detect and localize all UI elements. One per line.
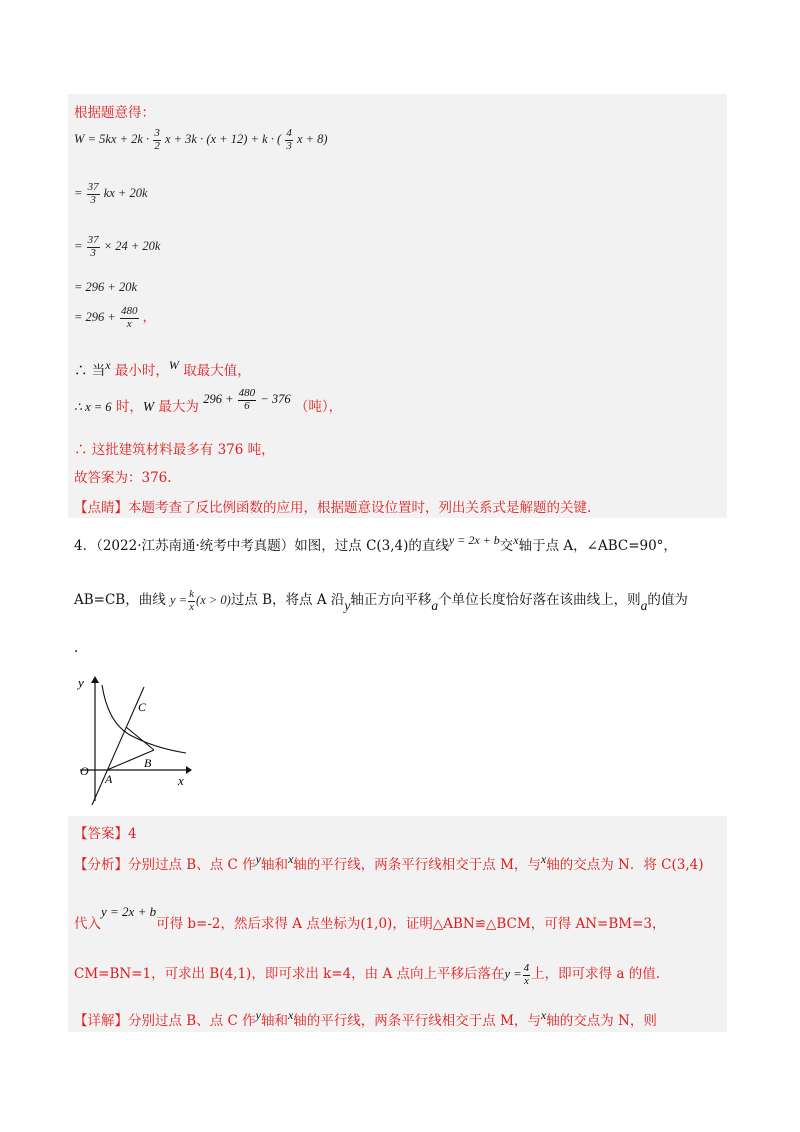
question-line-2: AB=CB，曲线 y = $\frac{k}{x}$ (x > 0)过点 B，将点 A 沿y轴正方向平移a个单位长度恰好落在该曲线上，则a的值为 bbox=[74, 588, 688, 613]
label-x: x bbox=[178, 773, 184, 788]
step-3: = 296 + 20k bbox=[74, 280, 138, 294]
analysis-line-1: 【分析】分别过点 B、点 C 作y轴和x轴的平行线，两条平行线相交于点 M，与x轴的交点为 N．将 C(3,4) bbox=[74, 852, 704, 873]
analysis-line-2: 代入y = 2x + b可得 b=-2，然后求得 A 点坐标为(1,0)，证明△ABN≌△BCM，可得 AN=BM=3， bbox=[74, 904, 666, 932]
answer-label: 【答案】4 bbox=[74, 826, 137, 842]
answer-line: 故答案为：376. bbox=[74, 470, 172, 486]
line-y-2x-b bbox=[92, 687, 144, 805]
label-o: O bbox=[80, 764, 89, 778]
x-axis-arrow-icon bbox=[186, 766, 192, 774]
step-2: = $\frac{37}{3}$ × 24 + 20k bbox=[74, 234, 161, 259]
step-4: = 296 + $\frac{480}{x}$ ， bbox=[74, 305, 156, 330]
comment-line: 【点睛】本题考查了反比例函数的应用，根据题意设位置时，列出关系式是解题的关键. bbox=[74, 500, 592, 516]
line-x-min: ∴ 当x 最小时，W 取最大值， bbox=[74, 358, 251, 379]
y-axis-arrow-icon bbox=[91, 676, 99, 683]
question-line-3: . bbox=[74, 640, 79, 656]
segment-bc bbox=[126, 727, 154, 750]
label-a: A bbox=[105, 772, 113, 786]
geometry-figure bbox=[74, 673, 204, 808]
label-b: B bbox=[144, 756, 152, 770]
label-y: y bbox=[78, 675, 84, 690]
label-c: C bbox=[138, 700, 147, 714]
line-x-6: ∴ x = 6 时，W 最大为 296 + $\frac{480}{6}$ − 376 （吨）， bbox=[74, 387, 343, 415]
detail-line: 【详解】分别过点 B、点 C 作y轴和x轴的平行线，两条平行线相交于点 M，与x轴的交点为 N，则 bbox=[74, 1008, 657, 1029]
question-line-1: 4．（2022·江苏南通·统考中考真题）如图，过点 C(3,4)的直线y = 2x + b交x轴于点 A，∠ABC=90°， bbox=[74, 533, 677, 554]
conclusion: ∴ 这批建筑材料最多有 376 吨， bbox=[74, 442, 275, 458]
solution-intro: 根据题意得： bbox=[74, 105, 155, 121]
w-expression: W = 5kx + 2k · $\frac{3}{2}$ x + 3k · (x + 12) + k · ( $\frac{4}{3}$ x + 8) bbox=[74, 127, 328, 152]
analysis-line-3: CM=BN=1，可求出 B(4,1)，即可求出 k=4，由 A 点向上平移后落在y = $\frac{4}{x}$ 上，即可求得 a 的值. bbox=[74, 962, 661, 987]
step-1: = $\frac{37}{3}$ kx + 20k bbox=[74, 181, 148, 206]
hyperbola-curve bbox=[102, 685, 186, 753]
